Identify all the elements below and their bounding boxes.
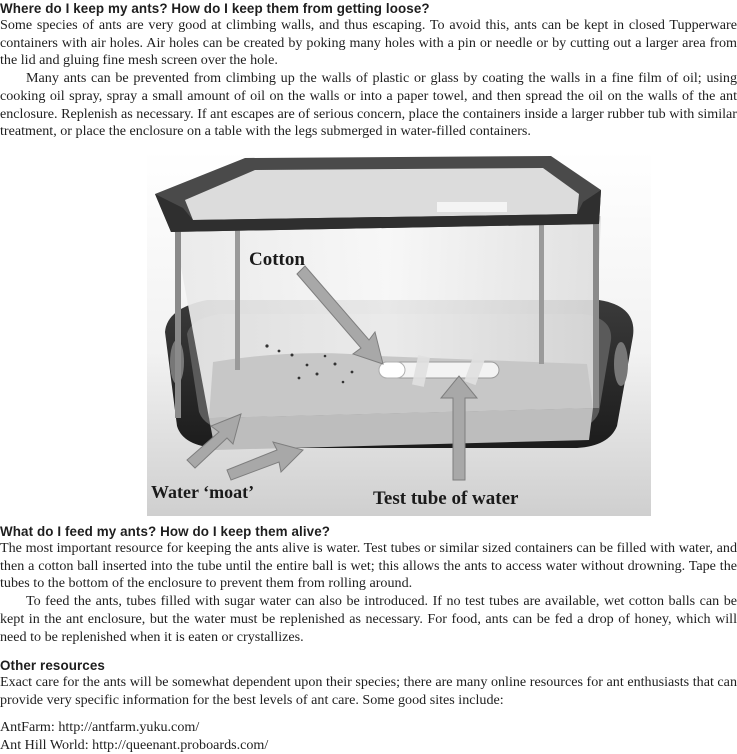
enclosure-illustration: [147, 150, 651, 516]
tape-strip: [437, 202, 507, 212]
paragraph-water: The most important resource for keeping the ants alive is water. Test tubes or similar sized containers can be filled with water, and then a cotton ball inserted into the tube until the entire ball is wet; this allows the ants to access water without drowning. Tape the tubes to the bottom of the enclosure to prevent them from rolling around.: [0, 540, 737, 592]
label-cotton: Cotton: [249, 249, 305, 270]
paragraph-air-holes: Some species of ants are very good at climbing walls, and thus escaping. To avoid this, ants can be kept in closed Tupperware containers with air holes. Air holes can be created by poking many holes with a pin or needle or by cutting out a larger area from the lid and gluing fine mesh screen over the hole.: [0, 17, 737, 69]
site-list: [0, 718, 737, 754]
paragraph-resources: Exact care for the ants will be somewhat dependent upon their species; there are many online resources for ant enthusiasts that can provide very specific information for the best levels of ant care. Some good sites include:: [0, 674, 737, 708]
paragraph-oil-coating: Many ants can be prevented from climbing up the walls of plastic or glass by coating the walls in a fine film of oil; using cooking oil spray, spray a small amount of oil on the walls or into a paper towel, and then spread the oil on the walls of the ant enclosure. Replenish as necessary. If ant escapes are of serious concern, place the containers inside a larger rubber tub with similar treatment, or place the enclosure on a table with the legs submerged in water-filled containers.: [0, 70, 737, 140]
site-link-ant-hill-world[interactable]: Ant Hill World: http://queenant.proboards.com/: [0, 737, 269, 753]
site-link-antfarm[interactable]: AntFarm: http://antfarm.yuku.com/: [0, 719, 200, 735]
tank-post: [175, 228, 181, 418]
paragraph-food: To feed the ants, tubes filled with sugar water can also be introduced. If no test tubes are available, wet cotton balls can be kept in the ant enclosure, but the water must be replenished as necessary. For food, ants can be fed a drop of honey, which will need to be replenished when it is eaten or crystallizes.: [0, 593, 737, 645]
tray-handle-right: [614, 342, 628, 386]
label-test-tube: Test tube of water: [373, 488, 519, 509]
ant-enclosure-photo: [147, 150, 651, 516]
tank-post: [593, 220, 599, 408]
section-housing: [0, 0, 737, 141]
section-feeding: [0, 523, 737, 646]
tank-post: [539, 204, 544, 364]
tank-lid-opening: [185, 168, 579, 220]
section-resources: [0, 657, 737, 709]
section-heading-resources: Other resources: [0, 658, 105, 673]
label-water-moat: Water ‘moat’: [151, 482, 255, 502]
tank-post: [235, 210, 240, 370]
section-heading-feeding: What do I feed my ants? How do I keep them alive?: [0, 524, 331, 539]
section-heading-housing: Where do I keep my ants? How do I keep them from getting loose?: [0, 1, 430, 16]
